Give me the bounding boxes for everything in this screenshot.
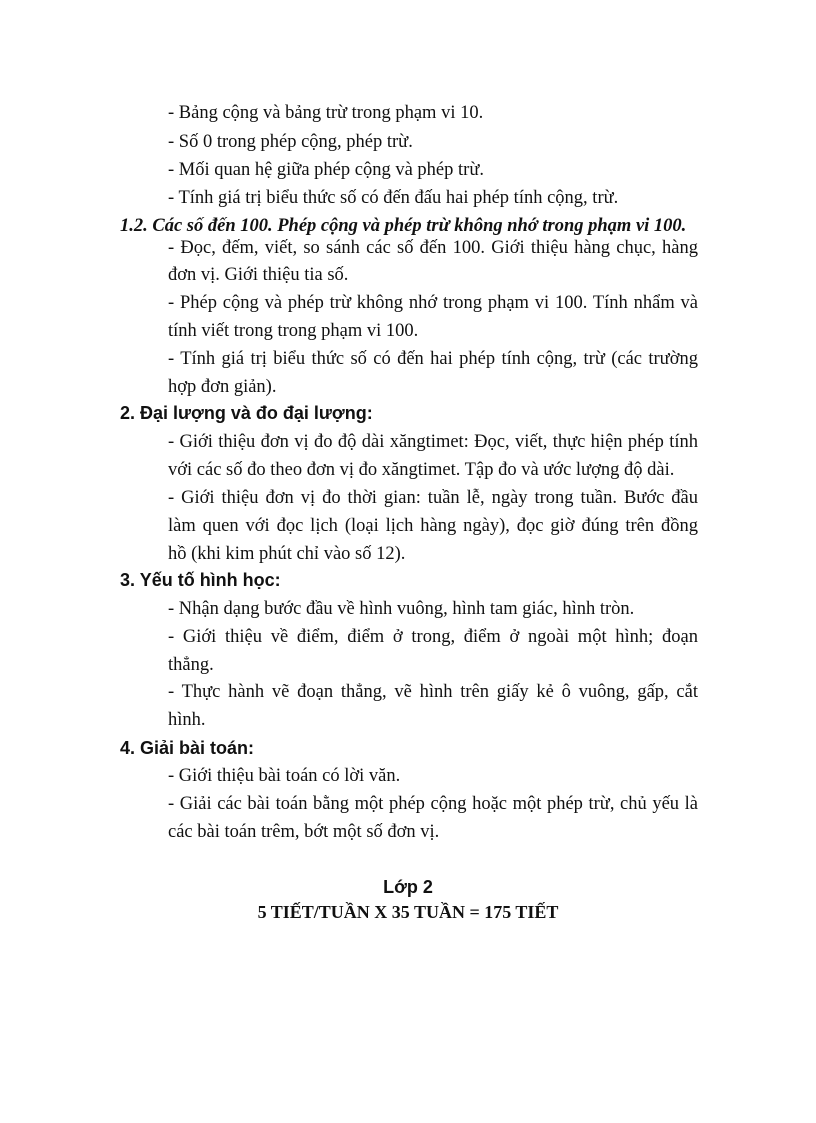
- paragraph-line: làm quen với đọc lịch (loại lịch hàng ngày), đọc giờ đúng trên đồng: [168, 516, 698, 536]
- paragraph-line: đơn vị. Giới thiệu tia số.: [168, 265, 349, 285]
- list-item: - Số 0 trong phép cộng, phép trừ.: [168, 132, 413, 152]
- paragraph-line: với các số đo theo đơn vị đo xăngtimet. Tập đo và ước lượng độ dài.: [168, 460, 675, 480]
- paragraph-line: - Giới thiệu về điểm, điểm ở trong, điểm ở ngoài một hình; đoạn: [168, 627, 698, 647]
- paragraph-line: - Phép cộng và phép trừ không nhớ trong phạm vi 100. Tính nhẩm và: [168, 293, 698, 313]
- section-2-title: 2. Đại lượng và đo đại lượng:: [120, 403, 373, 423]
- grade-title: Lớp 2: [383, 877, 433, 897]
- paragraph-line: hợp đơn giản).: [168, 377, 277, 397]
- paragraph-line: tính viết trong trong phạm vi 100.: [168, 321, 419, 341]
- list-item: - Mối quan hệ giữa phép cộng và phép trừ.: [168, 160, 484, 180]
- paragraph-line: - Giải các bài toán bằng một phép cộng hoặc một phép trừ, chủ yếu là: [168, 794, 698, 814]
- paragraph-line: - Giới thiệu đơn vị đo thời gian: tuần lễ, ngày trong tuần. Bước đầu: [168, 488, 698, 508]
- paragraph-line: - Thực hành vẽ đoạn thẳng, vẽ hình trên giấy kẻ ô vuông, gấp, cắt: [168, 682, 698, 702]
- paragraph-line: hồ (khi kim phút chỉ vào số 12).: [168, 544, 406, 564]
- paragraph-line: - Giới thiệu bài toán có lời văn.: [168, 766, 401, 786]
- list-item: - Tính giá trị biểu thức số có đến đấu hai phép tính cộng, trừ.: [168, 188, 619, 208]
- paragraph-line: - Đọc, đếm, viết, so sánh các số đến 100. Giới thiệu hàng chục, hàng: [168, 238, 698, 258]
- paragraph-line: - Giới thiệu đơn vị đo độ dài xăngtimet: Đọc, viết, thực hiện phép tính: [168, 432, 698, 452]
- paragraph-line: hình.: [168, 710, 206, 730]
- paragraph-line: - Nhận dạng bước đầu về hình vuông, hình tam giác, hình tròn.: [168, 599, 635, 619]
- grade-subtitle: 5 TIẾT/TUẦN X 35 TUẦN = 175 TIẾT: [257, 902, 559, 922]
- list-item: - Bảng cộng và bảng trừ trong phạm vi 10.: [168, 103, 484, 123]
- section-1-2-title: 1.2. Các số đến 100. Phép cộng và phép trừ không nhớ trong phạm vi 100.: [120, 216, 687, 236]
- paragraph-line: - Tính giá trị biểu thức số có đến hai phép tính cộng, trừ (các trường: [168, 349, 698, 369]
- section-4-title: 4. Giải bài toán:: [120, 738, 255, 758]
- section-3-title: 3. Yếu tố hình học:: [120, 570, 281, 590]
- paragraph-line: thẳng.: [168, 655, 214, 675]
- paragraph-line: các bài toán trêm, bớt một số đơn vị.: [168, 822, 440, 842]
